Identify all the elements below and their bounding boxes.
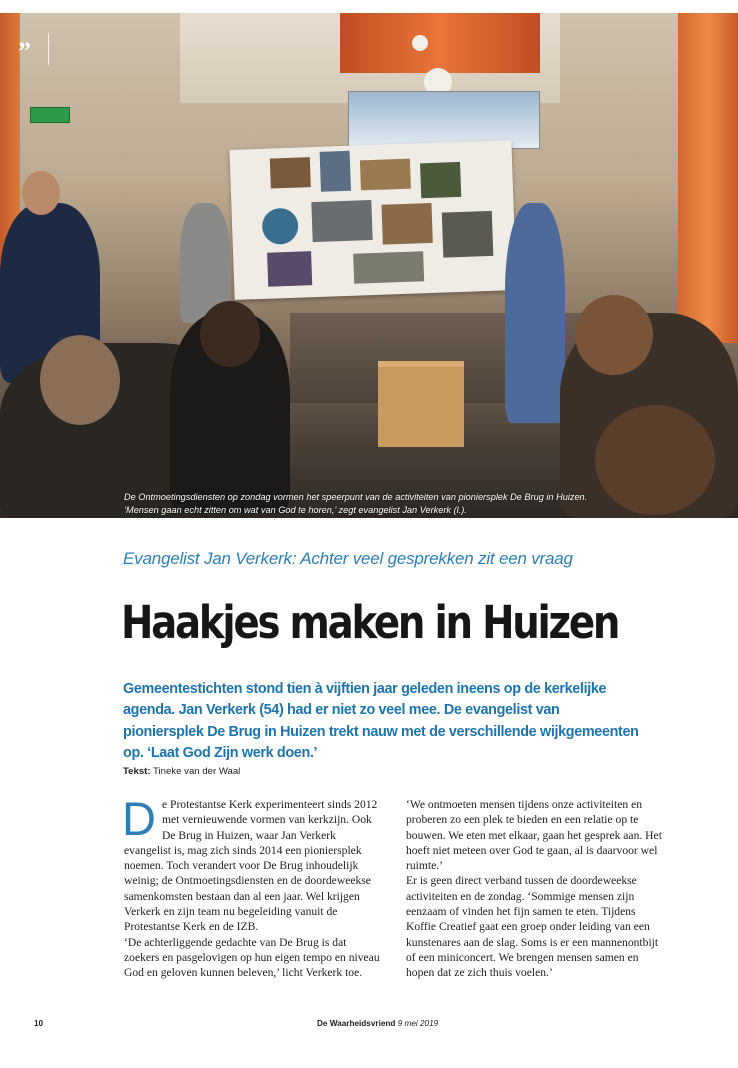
photo-collage-board (229, 140, 516, 300)
quote-mark-icon: ” (18, 37, 31, 66)
photo-audience-head (575, 295, 653, 375)
publication-footer (317, 1019, 438, 1028)
quote-rule (48, 33, 49, 65)
photo-person (505, 203, 565, 423)
photo-person-head (22, 171, 60, 215)
byline-author: Tineke van der Waal (153, 766, 241, 777)
photo-audience-head (200, 301, 260, 367)
photo-lamp (412, 35, 428, 51)
body-paragraph: ‘De achterliggende gedachte van De Brug is dat zoekers en pasgelovigen op hun eigen tempo en niveau God en geloven kunnen beleven,’ licht Verkerk toe. (124, 935, 380, 980)
body-paragraph: Er is geen direct verband tussen de doordeweekse activiteiten en de zondag. ‘Sommige mensen zijn eenzaam of vinden het fijn samen te eten. Tijdens Koffie Creatief gaat een groep onder leiding van een kunstenares aan de slag. Soms is er een mannenontbijt of een miniconcert. We brengen mensen samen en hopen dat ze zich thuis voelen.’ (406, 874, 659, 980)
body-column-1 (122, 792, 381, 981)
photo-caption-line: De Ontmoetingsdiensten op zondag vormen het speerpunt van de activiteiten van pioniersplek De Brug in Huizen. (124, 492, 588, 502)
photo-caption (124, 491, 684, 517)
article-photo (0, 13, 738, 518)
article-subtitle: Evangelist Jan Verkerk: Achter veel gesprekken zit een vraag (123, 549, 573, 568)
byline-label: Tekst: (123, 766, 151, 777)
photo-caption-line: ‘Mensen gaan echt zitten om wat van God te horen,’ zegt evangelist Jan Verkerk (l.). (124, 505, 467, 515)
article-lead: Gemeentestichten stond tien à vijftien jaar geleden ineens op de kerkelijke agenda. Jan Verkerk (54) had er niet zo veel mee. De evangelist van pioniersplek De Brug in Huizen trekt nauw met de verschillende wijkgemeenten op. ‘Laat God Zijn werk doen.’ (123, 681, 639, 761)
photo-curtain-right (678, 13, 738, 343)
photo-table (378, 361, 464, 447)
publication-name: De Waarheidsvriend (317, 1019, 396, 1028)
byline (123, 766, 240, 777)
body-column-2 (406, 797, 663, 981)
body-paragraph: ‘We ontmoeten mensen tijdens onze activiteiten en proberen zo een plek te bieden en een relatie op te bouwen. We eten met elkaar, gaan het gesprek aan. Het hoeft niet meteen over God te gaan, al is daarvoor wel ruimte.’ (406, 798, 662, 873)
body-paragraph: e Protestantse Kerk experimenteert sinds 2012 met vernieuwende vormen van kerkzijn. Ook De Brug in Huizen, waar Jan Verkerk evangelist is, mag zich sinds 2014 een pioniersplek noemen. Toch verandert voor De Brug inhoudelijk weinig; de Ontmoetingsdiensten en de doordeweekse samenkomsten bestaan dan al een jaar. Wel krijgen Verkerk en zijn team nu begeleiding vanuit de Protestantse Kerk en de IZB. (124, 798, 378, 934)
page-number: 10 (34, 1019, 44, 1028)
dropcap: D (122, 792, 156, 845)
photo-audience-head (40, 335, 120, 425)
photo-curtain-center (340, 13, 540, 73)
article-headline: Haakjes maken in Huizen (121, 596, 619, 649)
publication-date: 9 mei 2019 (397, 1019, 439, 1028)
photo-exit-sign (30, 107, 70, 123)
